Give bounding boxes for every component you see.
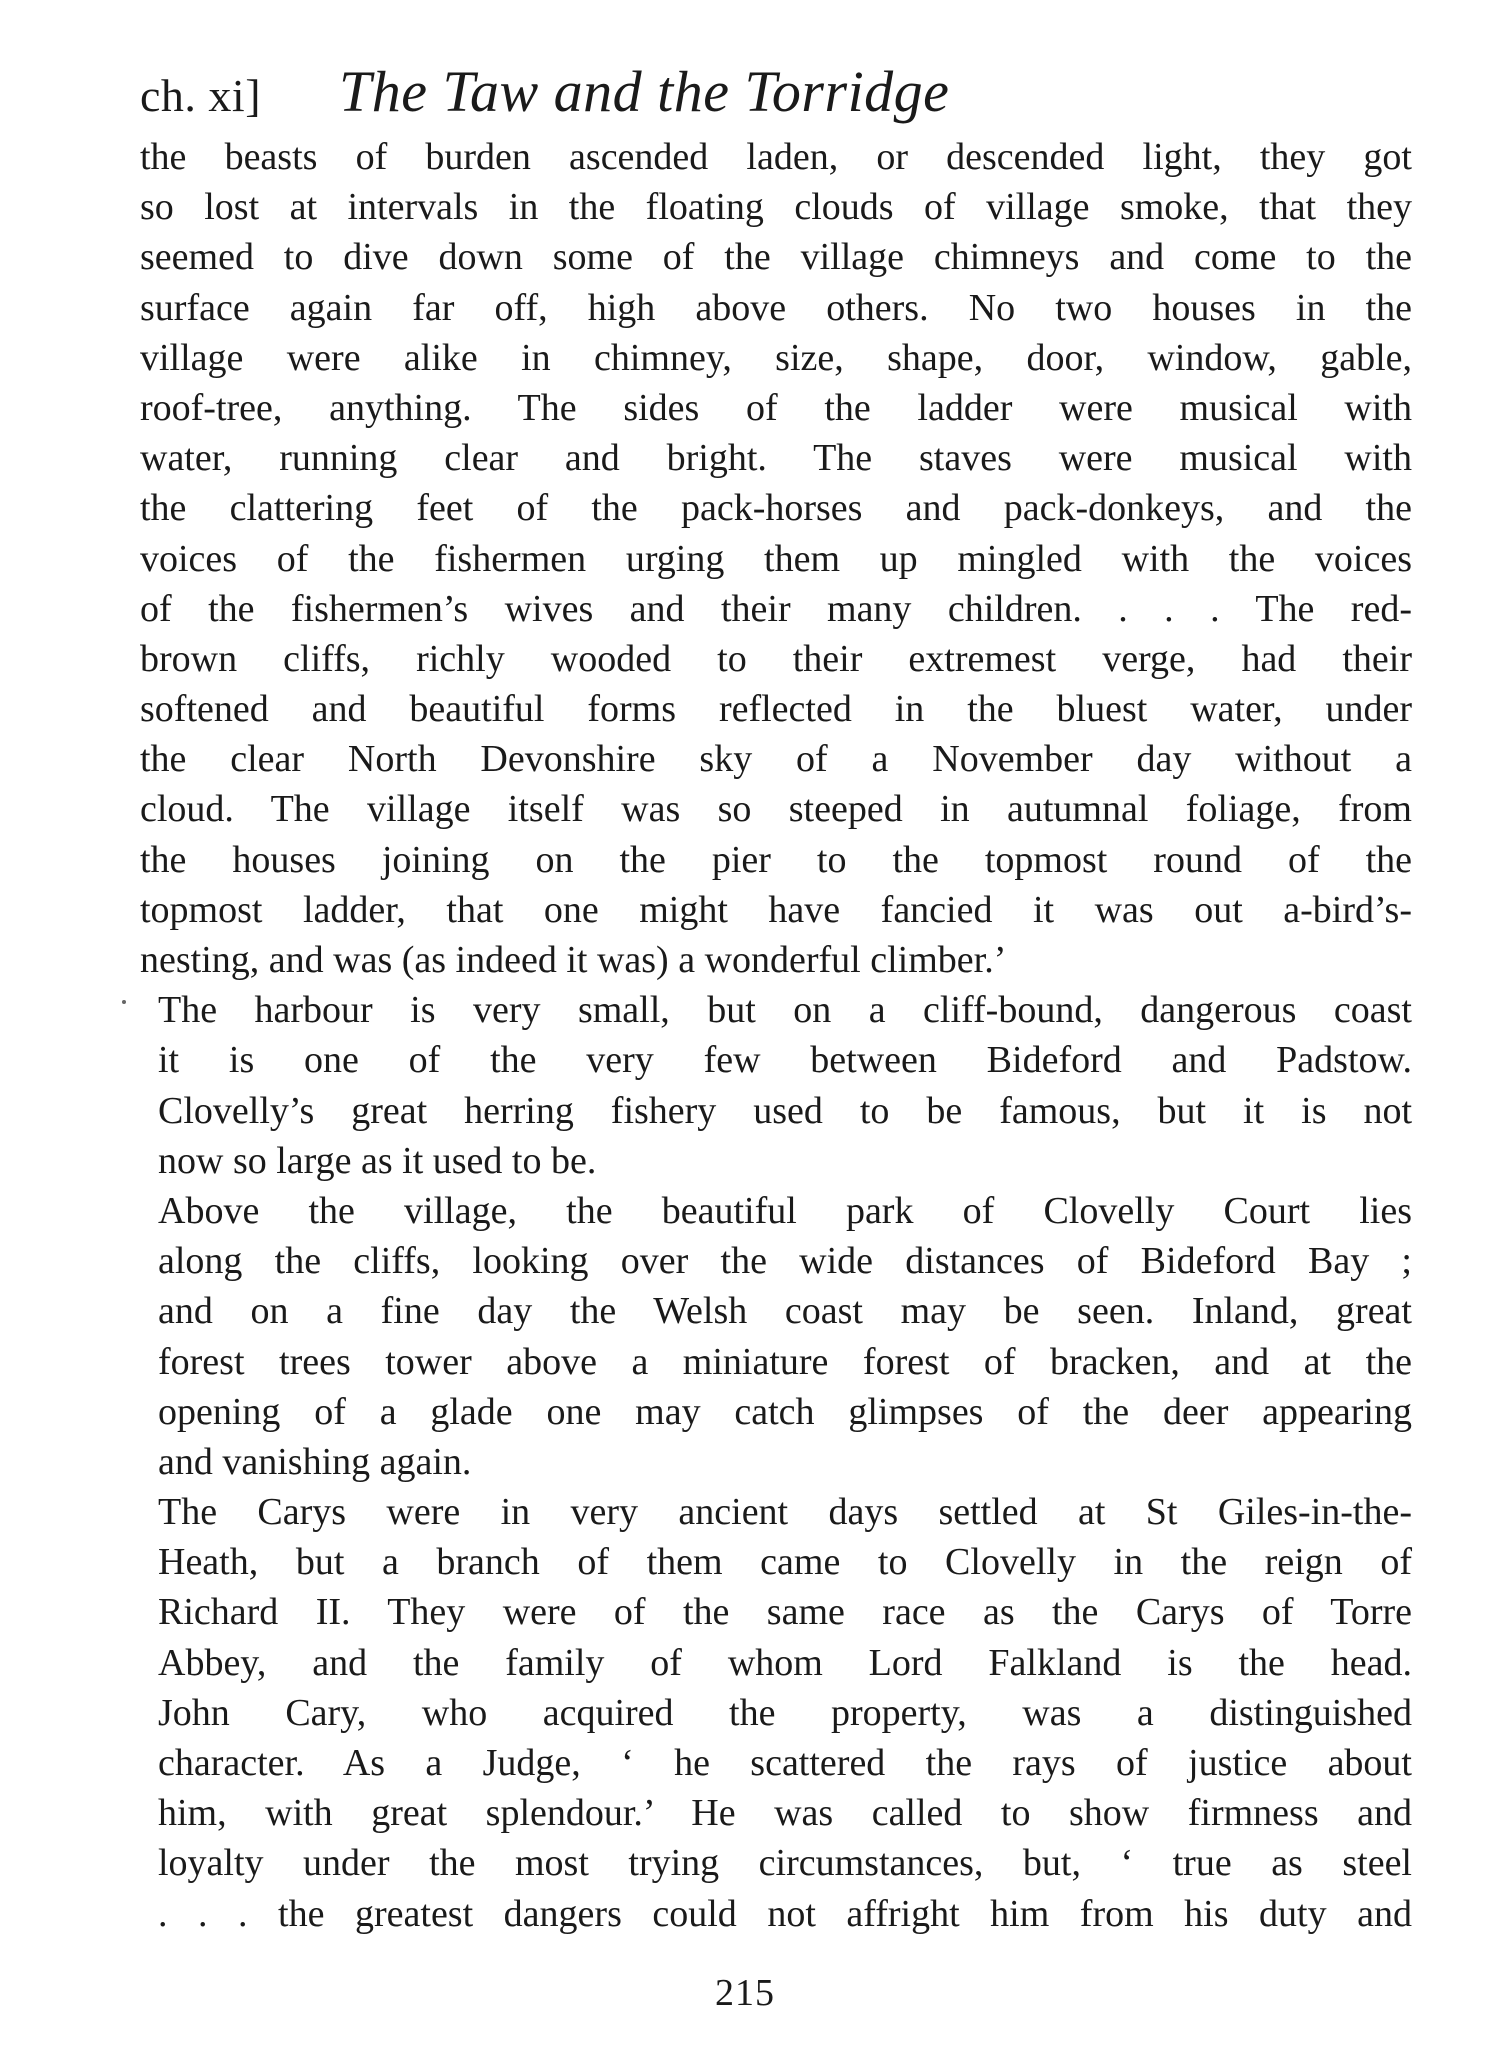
text-line: cloud. The village itself was so steeped in autumnal foliage, from (140, 788, 1412, 831)
text-line: now so large as it used to be. (158, 1139, 597, 1182)
text-line: surface again far off, high above others. No two houses in the (140, 286, 1412, 329)
text-line: character. As a Judge, ‘ he scattered the rays of justice about (158, 1742, 1412, 1784)
text-line: voices of the fishermen urging them up mingled with the voices (140, 537, 1412, 580)
text-line: John Cary, who acquired the property, was a distinguished (158, 1691, 1412, 1734)
text-line: . . . the greatest dangers could not affright him from his duty and (158, 1892, 1412, 1935)
paragraph-3 (140, 1186, 1412, 1487)
text-line: seemed to dive down some of the village chimneys and come to the (140, 236, 1412, 279)
text-line: water, running clear and bright. The staves were musical with (140, 437, 1412, 480)
text-line: The harbour is very small, but on a cliff-bound, dangerous coast (158, 989, 1412, 1032)
text-line: it is one of the very few between Bideford and Padstow. (158, 1039, 1412, 1082)
text-line: Richard II. They were of the same race as the Carys of Torre (158, 1591, 1412, 1634)
text-line: roof-tree, anything. The sides of the ladder were musical with (140, 386, 1412, 429)
text-line: loyalty under the most trying circumstances, but, ‘ true as steel (158, 1842, 1412, 1885)
page-title: The Taw and the Torridge (339, 59, 950, 124)
text-line: the clattering feet of the pack-horses and pack-donkeys, and the (140, 487, 1412, 530)
text-line: of the fishermen’s wives and their many children. . . . The red- (140, 587, 1412, 630)
chapter-label: ch. xi] (140, 70, 262, 121)
text-line: him, with great splendour.’ He was called to show firmness and (158, 1792, 1412, 1835)
text-line: Heath, but a branch of them came to Clovelly in the reign of (158, 1541, 1412, 1584)
text-line: so lost at intervals in the floating clouds of village smoke, that they (140, 186, 1412, 229)
text-line: the houses joining on the pier to the topmost round of the (140, 838, 1412, 881)
text-line: brown cliffs, richly wooded to their extremest verge, had their (140, 637, 1412, 680)
text-line: and vanishing again. (158, 1440, 472, 1483)
text-line: the beasts of burden ascended laden, or descended light, they got (140, 136, 1412, 178)
text-line: Above the village, the beautiful park of Clovelly Court lies (158, 1189, 1412, 1232)
text-line: and on a fine day the Welsh coast may be seen. Inland, great (158, 1290, 1412, 1333)
text-line: along the cliffs, looking over the wide distances of Bideford Bay ; (158, 1240, 1412, 1283)
text-line: the clear North Devonshire sky of a November day without a (140, 738, 1412, 781)
text-line: nesting, and was (as indeed it was) a wonderful climber.’ (140, 939, 1007, 981)
paragraph-4 (140, 1487, 1412, 1939)
text-line: opening of a glade one may catch glimpses of the deer appearing (158, 1390, 1412, 1433)
body-text (140, 132, 1412, 1939)
text-line: forest trees tower above a miniature forest of bracken, and at the (158, 1340, 1412, 1383)
text-line: village were alike in chimney, size, shape, door, window, gable, (140, 336, 1412, 379)
page-number: 215 (715, 1972, 775, 2014)
text-line: softened and beautiful forms reflected in the bluest water, under (140, 688, 1412, 731)
paragraph-1 (140, 132, 1412, 985)
text-line: Abbey, and the family of whom Lord Falkland is the head. (158, 1641, 1412, 1684)
text-line: The Carys were in very ancient days settled at St Giles-in-the- (158, 1491, 1412, 1534)
text-line: topmost ladder, that one might have fancied it was out a-bird’s- (140, 888, 1412, 931)
text-line: Clovelly’s great herring fishery used to be famous, but it is not (158, 1089, 1412, 1132)
margin-speck (122, 1000, 126, 1004)
paragraph-2 (140, 985, 1412, 1186)
running-header (140, 59, 1420, 132)
